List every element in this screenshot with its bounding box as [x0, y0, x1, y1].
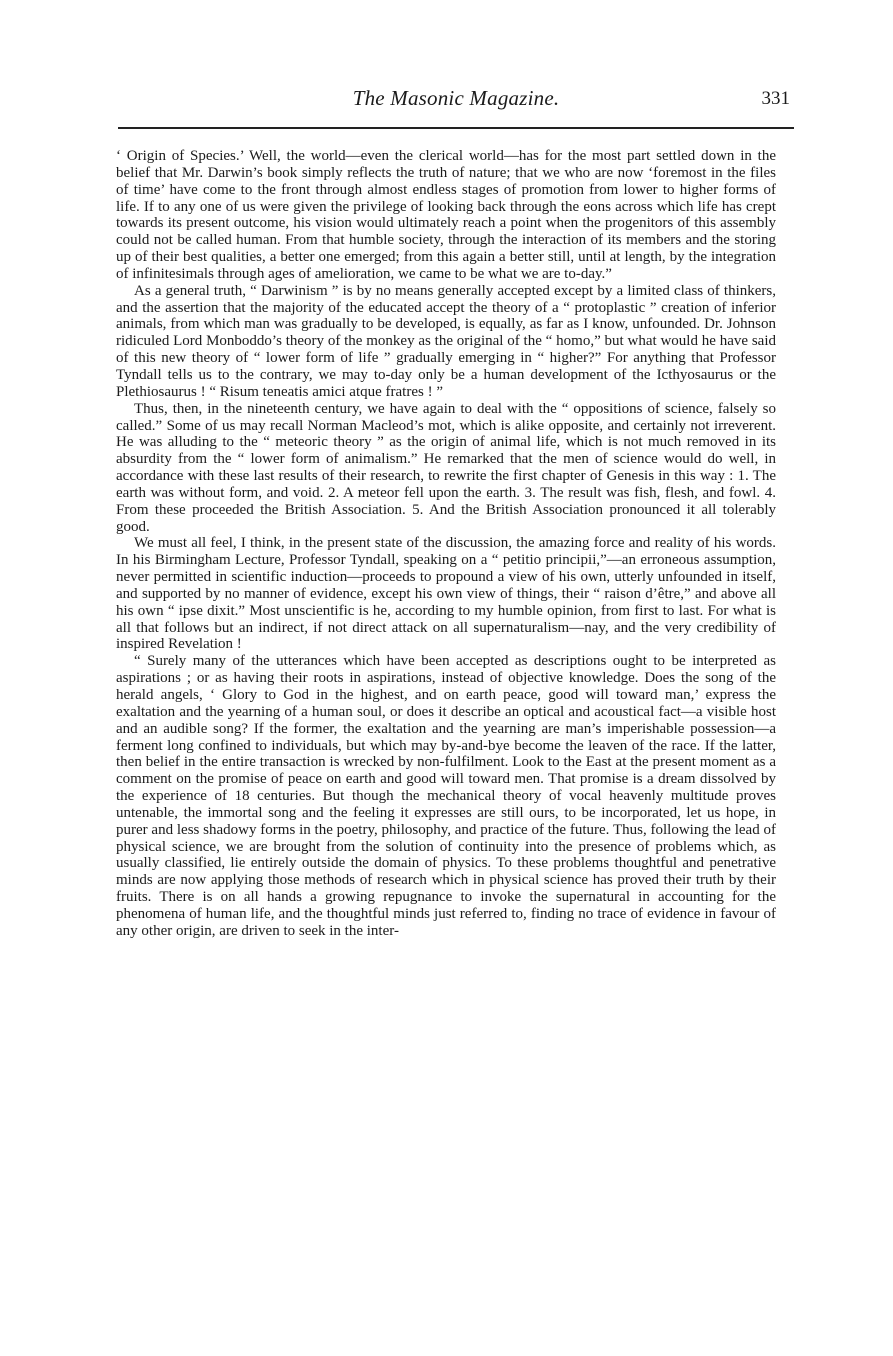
paragraph-1: ‘ Origin of Species.’ Well, the world—even the clerical world—has for the most part settled down in the belief that Mr. Darwin’s book simply reflects the truth of nature; that we who are now ‘foremost in the files of time’ have come to the front through almost endless stages of promotion from lower to higher forms of life. If to any one of us were given the privilege of looking back through the eons across which life has crept towards its present outcome, his vision would ultimately reach a point when the progenitors of this assembly could not be called human. From that humble society, through the interaction of its members and the storing up of their best qualities, a better one emerged; from this again a better still, until at length, by the integration of infinitesimals through ages of amelioration, we came to be what we are to-day.”: [116, 148, 776, 282]
paragraph-3: Thus, then, in the nineteenth century, we have again to deal with the “ oppositions of science, falsely so called.” Some of us may recall Norman Macleod’s mot, which is alike opposite, and certainly not irreverent. He was alluding to the “ meteoric theory ” as the origin of animal life, which is not much removed in its absurdity from the “ lower form of animalism.” He remarked that the men of science would do well, in accordance with these last results of their research, to rewrite the first chapter of Genesis in this way : 1. The earth was without form, and void. 2. A meteor fell upon the earth. 3. The result was fish, flesh, and fowl. 4. From these proceeded the British Association. 5. And the British Association pronounced it all tolerably good.: [116, 400, 776, 535]
paragraph-4: We must all feel, I think, in the present state of the discussion, the amazing force and reality of his words. In his Birmingham Lecture, Professor Tyndall, speaking on a “ petitio principii,”—an erroneous assumption, never permitted in scientific induction—proceeds to propound a view of his own, utterly unfounded in itself, and supported by no manner of evidence, except his own view of things, their “ raison d’être,” and above all his own “ ipse dixit.” Most unscientific is he, according to my humble opinion, from first to last. For what is all that follows but an indirect, if not direct attack on all supernaturalism—nay, and the very credibility of inspired Revelation !: [116, 535, 776, 653]
paragraph-2: As a general truth, “ Darwinism ” is by no means generally accepted except by a limited class of thinkers, and the assertion that the majority of the educated accept the theory of a “ protoplastic ” creation of inferior animals, from which man was gradually to be developed, is equally, as far as I know, unfounded. Dr. Johnson ridiculed Lord Monboddo’s theory of the monkey as the original of the “ homo,” but what would he have said of this new theory of “ lower form of life ” gradually emerging in “ higher?” For anything that Professor Tyndall tells us to the contrary, we may to-day only be a human development of the Icthyosaurus or the Plethiosaurus ! “ Risum teneatis amici atque fratres ! ”: [116, 282, 776, 400]
paragraph-5: “ Surely many of the utterances which have been accepted as descriptions ought to be interpreted as aspirations ; or as having their roots in aspirations, instead of objective knowledge. Does the song of the herald angels, ‘ Glory to God in the highest, and on earth peace, good will toward man,’ express the exaltation and the yearning of a human soul, or does it describe an optical and acoustical fact—a visible host and an audible song? If the former, the exaltation and the yearning are man’s imperishable possession—a ferment long confined to individuals, but which may by-and-bye become the leaven of the race. If the latter, then belief in the entire transaction is wrecked by non-fulfilment. Look to the East at the present moment as a comment on the promise of peace on earth and good will toward men. That promise is a dream dissolved by the experience of 18 centuries. But though the mechanical theory of vocal heavenly multitude proves untenable, the immortal song and the feeling it expresses are still ours, to be incorporated, let us hope, in purer and less shadowy forms in the poetry, philosophy, and practice of the future. Thus, following the lead of physical science, we are brought from the solution of continuity into the presence of problems which, as usually classified, lie entirely outside the domain of physics. To these problems thoughtful and penetrative minds are now applying those methods of research which in physical science has proved their truth by their fruits. There is on all hands a growing repugnance to invoke the supernatural in accounting for the phenomena of human life, and the thoughtful minds just referred to, finding no trace of evidence in favour of any other origin, are driven to seek in the inter-: [116, 653, 776, 939]
page-number: 331: [761, 88, 790, 109]
running-title: The Masonic Magazine.: [352, 86, 560, 110]
article-body: [116, 148, 776, 940]
page-header: [118, 86, 794, 116]
header-rule: [118, 127, 794, 129]
